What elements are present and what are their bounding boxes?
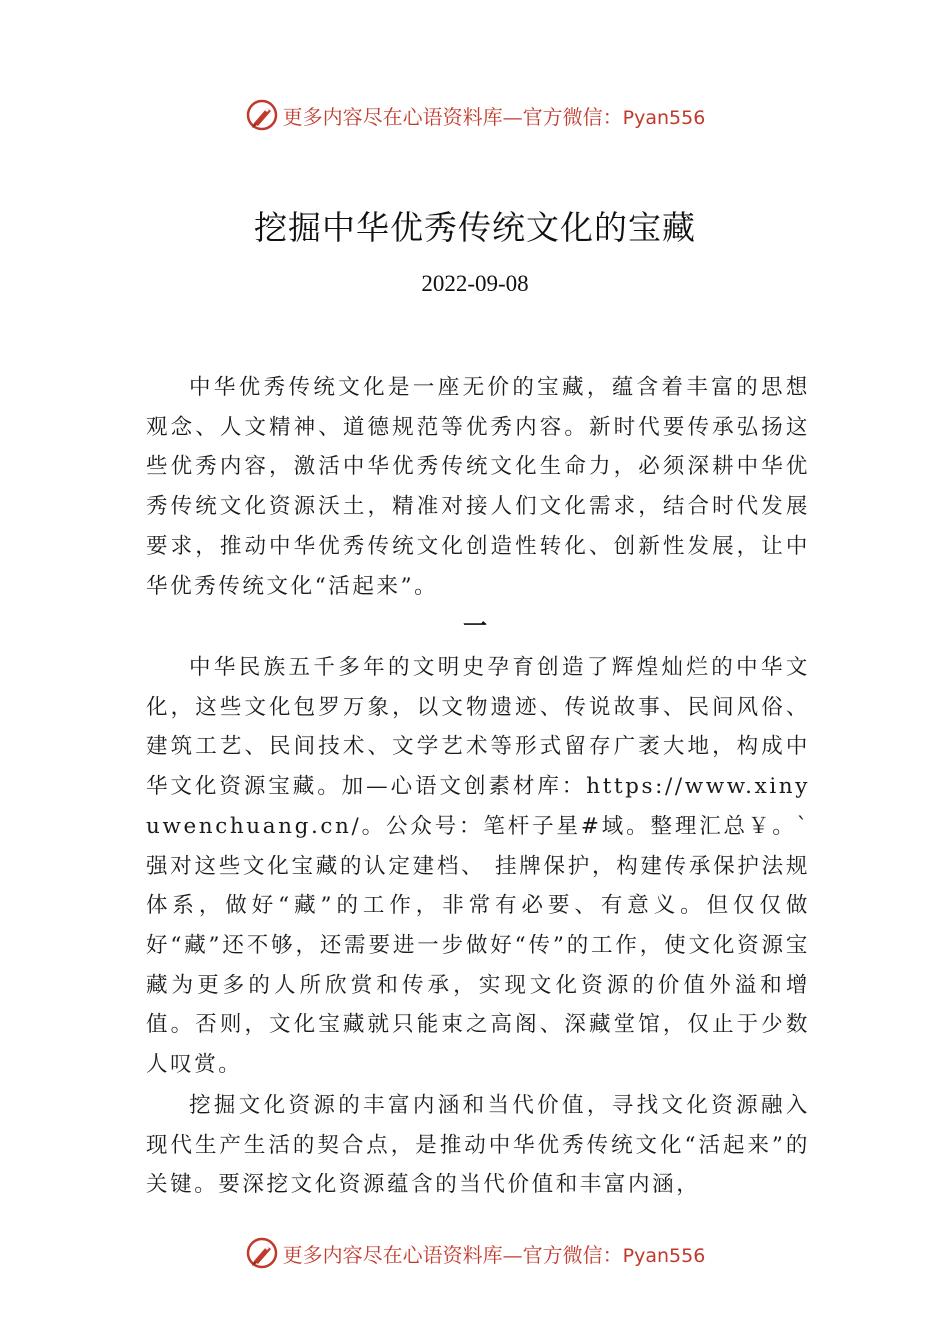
header-banner: [0, 95, 950, 135]
header-wechat-id: Pyan556: [622, 106, 706, 129]
paragraph-3: 挖掘文化资源的丰富内涵和当代价值，寻找文化资源融入现代生产生活的契合点，是推动中华优秀传统文化“活起来”的关键。要深挖文化资源蕴含的当代价值和丰富内涵，: [146, 1093, 810, 1198]
document-title: 挖掘中华优秀传统文化的宝藏: [254, 208, 696, 247]
header-banner-text: 更多内容尽在心语资料库—官方微信：Pyan556: [282, 104, 706, 129]
footer-wechat-id: Pyan556: [622, 1244, 706, 1267]
pen-nib-logo-icon: [245, 1236, 279, 1270]
footer-banner-text: 更多内容尽在心语资料库—官方微信：Pyan556: [282, 1242, 706, 1267]
paragraph-2: 中华民族五千多年的文明史孕育创造了辉煌灿烂的中华文化，这些文化包罗万象，以文物遗迹、传说故事、民间风俗、建筑工艺、民间技术、文学艺术等形式留存广袤大地，构成中华文化资源宝藏。加—心语文创素材库：https://www.xinyuwenchuang.cn/。公众号：笔杆子星#域。整理汇总￥。`强对这些文化宝藏的认定建档、 挂牌保护，构建传承保护法规体系，做好“藏”的工作，非常有必要、有意义。但仅仅做好“藏”还不够，还需要进一步做好“传”的工作，使文化资源宝藏为更多的人所欣赏和传承，实现文化资源的价值外溢和增值。否则，文化宝藏就只能束之高阁、深藏堂馆，仅止于少数人叹赏。: [146, 655, 810, 1078]
section-marker: 一: [463, 611, 487, 640]
paragraph-1: 中华优秀传统文化是一座无价的宝藏，蕴含着丰富的思想观念、人文精神、道德规范等优秀内容。新时代要传承弘扬这些优秀内容，激活中华优秀传统文化生命力，必须深耕中华优秀传统文化资源沃土，精准对接人们文化需求，结合时代发展要求，推动中华优秀传统文化创造性转化、创新性发展，让中华优秀传统文化“活起来”。: [146, 375, 810, 599]
footer-banner: [0, 1233, 950, 1273]
document-date: 2022-09-08: [421, 271, 529, 296]
pen-nib-logo-icon: [245, 98, 279, 132]
